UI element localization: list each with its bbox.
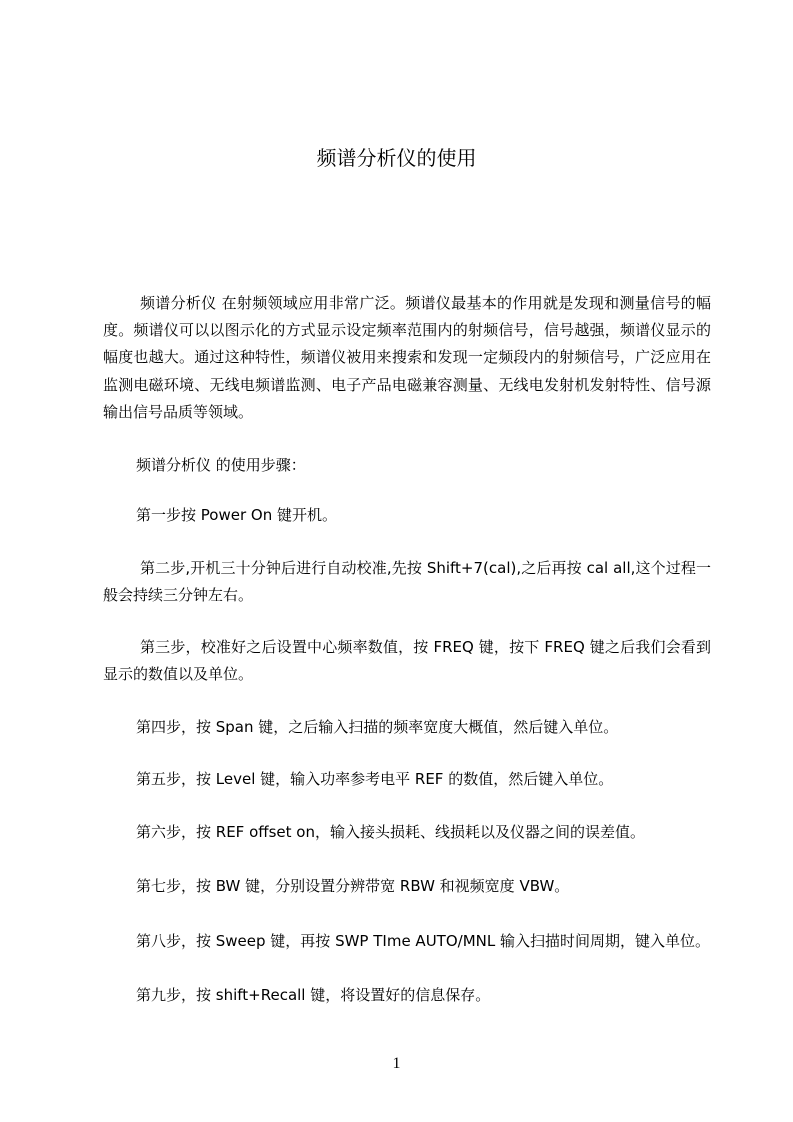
page-title: 频谱分析仪的使用 bbox=[316, 146, 477, 170]
steps-heading: 频谱分析仪 的使用步骤： bbox=[136, 456, 306, 474]
step-8: 第八步，按 Sweep 键，再按 SWP TIme AUTO/MNL 输入扫描时间周期，键入单位。 bbox=[136, 932, 710, 950]
step-1: 第一步按 Power On 键开机。 bbox=[136, 506, 337, 524]
step-6: 第六步，按 REF offset on，输入接头损耗、线损耗以及仪器之间的误差值。 bbox=[136, 823, 645, 841]
step-3: 第三步，校准好之后设置中心频率数值，按 FREQ 键，按下 FREQ 键之后我们会看到显示的数值以及单位。 bbox=[103, 638, 711, 684]
page-number: 1 bbox=[392, 1055, 401, 1072]
step-5: 第五步，按 Level 键，输入功率参考电平 REF 的数值，然后键入单位。 bbox=[136, 770, 614, 788]
intro-paragraph: 频谱分析仪 在射频领域应用非常广泛。频谱仪最基本的作用就是发现和测量信号的幅度。频谱仪可以以图示化的方式显示设定频率范围内的射频信号，信号越强，频谱仪显示的幅度也越大。通过这种特性，频谱仪被用来搜索和发现一定频段内的射频信号，广泛应用在监测电磁环境、无线电频谱监测、电子产品电磁兼容测量、无线电发射机发射特性、信号源输出信号品质等领域。 bbox=[103, 294, 711, 421]
step-4: 第四步，按 Span 键，之后输入扫描的频率宽度大概值，然后键入单位。 bbox=[136, 718, 619, 736]
step-2: 第二步,开机三十分钟后进行自动校准,先按 Shift+7(cal),之后再按 cal all,这个过程一般会持续三分钟左右。 bbox=[103, 559, 711, 605]
step-7: 第七步，按 BW 键，分别设置分辨带宽 RBW 和视频宽度 VBW。 bbox=[136, 877, 570, 895]
step-9: 第九步，按 shift+Recall 键，将设置好的信息保存。 bbox=[136, 986, 491, 1004]
